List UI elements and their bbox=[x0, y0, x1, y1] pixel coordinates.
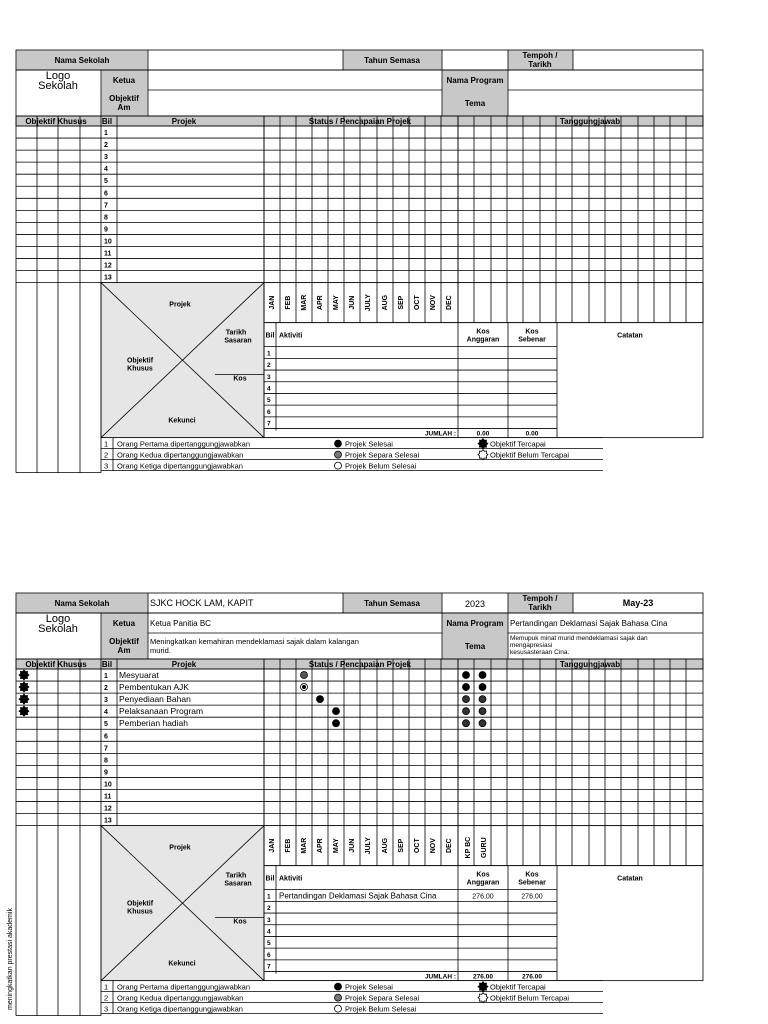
tanggungjawab-marker bbox=[479, 672, 486, 679]
tahun-semasa-label: Tahun Semasa bbox=[364, 599, 420, 608]
month-label: JAN bbox=[269, 838, 276, 853]
activity-bil: 5 bbox=[267, 940, 271, 948]
bil-number: 9 bbox=[104, 226, 108, 234]
objektif-khusus-header: Objektif Khusus bbox=[25, 117, 87, 126]
diagram-projek: Projek bbox=[169, 844, 191, 852]
month-label: JUN bbox=[349, 295, 356, 310]
objektif-tercapai-icon bbox=[19, 694, 29, 704]
legend-belum-tercapai-icon bbox=[478, 993, 488, 1003]
logo-placeholder: Sekolah bbox=[38, 80, 78, 92]
tanggungjawab-marker bbox=[463, 708, 470, 715]
bil-number: 6 bbox=[104, 190, 108, 198]
month-label: APR bbox=[317, 295, 324, 311]
legend-belum-tercapai: Objektif Belum Tercapai bbox=[490, 993, 570, 1003]
jumlah-label: JUMLAH : bbox=[424, 973, 456, 981]
bil-number: 12 bbox=[104, 805, 112, 813]
month-label: OCT bbox=[414, 838, 421, 854]
tahun-value: 2023 bbox=[464, 599, 486, 609]
bil-label: Bil bbox=[265, 332, 275, 340]
bil-header: Bil bbox=[101, 117, 113, 126]
tanggungjawab-marker bbox=[463, 672, 470, 679]
legend-tercapai-icon bbox=[478, 439, 488, 449]
tanggungjawab-marker bbox=[463, 684, 470, 691]
legend-selesai: Projek Selesai bbox=[345, 439, 393, 449]
activity-bil: 2 bbox=[267, 362, 271, 370]
diagram-projek: Projek bbox=[169, 301, 191, 309]
diagram-kos: Kos bbox=[233, 375, 247, 383]
legend-orang: Orang Kedua dipertanggungjawabkan bbox=[117, 993, 244, 1003]
month-label: MAR bbox=[301, 294, 308, 311]
month-label: AUG bbox=[382, 837, 389, 854]
bil-number: 7 bbox=[104, 745, 108, 753]
nama-sekolah-label: Nama Sekolah bbox=[54, 599, 110, 608]
diagram-objektif: Khusus bbox=[127, 908, 153, 916]
form-blank bbox=[16, 50, 703, 473]
legend-selesai-dot bbox=[335, 983, 342, 990]
kos-sebenar-label: Sebenar bbox=[518, 336, 546, 344]
kos-sebenar-value: 276.00 bbox=[521, 893, 543, 901]
bil-number: 1 bbox=[104, 673, 108, 680]
diagram-objektif: Khusus bbox=[127, 365, 153, 373]
jumlah-sebenar: 276.00 bbox=[522, 973, 542, 981]
bil-number: 4 bbox=[104, 709, 108, 717]
legend-orang: Orang Ketiga dipertanggungjawabkan bbox=[117, 461, 243, 471]
kos-sebenar-label: Kos bbox=[525, 871, 539, 879]
legend-belum-tercapai-icon bbox=[478, 450, 488, 460]
aktiviti-label: Aktiviti bbox=[279, 332, 303, 340]
objektif-khusus-header: Objektif Khusus bbox=[25, 660, 87, 669]
objektif-am-label: Am bbox=[117, 103, 131, 112]
bil-number: 2 bbox=[104, 142, 108, 150]
jumlah-label: JUMLAH : bbox=[424, 430, 456, 438]
ketua-label: Ketua bbox=[112, 76, 136, 85]
diagram-kos: Kos bbox=[233, 918, 247, 926]
logo-placeholder: Sekolah bbox=[38, 623, 78, 635]
month-label: NOV bbox=[430, 838, 437, 854]
legend-number: 2 bbox=[104, 993, 109, 1003]
status-belum-marker bbox=[302, 685, 305, 688]
legend-orang: Orang Ketiga dipertanggungjawabkan bbox=[117, 1004, 243, 1014]
bil-number: 12 bbox=[104, 262, 112, 270]
objektif-tercapai-icon bbox=[19, 670, 29, 680]
legend-belum-dot bbox=[335, 462, 342, 469]
logo-placeholder: Logo bbox=[45, 613, 71, 625]
bil-number: 13 bbox=[104, 274, 112, 282]
month-label: DEC bbox=[446, 295, 453, 311]
bil-number: 5 bbox=[104, 721, 108, 729]
bil-number: 5 bbox=[104, 178, 108, 186]
bil-number: 13 bbox=[104, 817, 112, 825]
tempoh-label: Tempoh / bbox=[522, 51, 558, 60]
bil-number: 11 bbox=[104, 793, 112, 801]
status-header: Status / Pencapaian Projek bbox=[308, 117, 412, 126]
projek-name: Pembentukan AJK bbox=[119, 682, 189, 693]
objektif-am-value: Meningkatkan kemahiran mendeklamasi sajak dalam kalangan bbox=[150, 637, 359, 646]
tanggungjawab-marker bbox=[479, 684, 486, 691]
legend-separa: Projek Separa Selesai bbox=[345, 993, 420, 1003]
ketua-value: Ketua Panitia BC bbox=[150, 619, 211, 628]
catatan-label: Catatan bbox=[617, 875, 643, 883]
form-filled bbox=[7, 593, 703, 1016]
objektif-tercapai-icon bbox=[19, 706, 29, 716]
legend-belum-dot bbox=[335, 1005, 342, 1012]
tema-value: kesusasteraan Cina. bbox=[510, 649, 570, 656]
activity-bil: 3 bbox=[267, 916, 271, 924]
nama-sekolah-label: Nama Sekolah bbox=[54, 56, 110, 65]
responsible-label: GURU bbox=[481, 837, 488, 858]
activity-bil: 6 bbox=[267, 951, 271, 959]
nama-program-value: Pertandingan Deklamasi Sajak Bahasa Cina bbox=[510, 619, 668, 628]
diagram-objektif: Objektif bbox=[126, 900, 154, 908]
status-selesai-marker bbox=[317, 696, 324, 703]
projek-name: Penyediaan Bahan bbox=[119, 694, 191, 705]
tanggungjawab-marker bbox=[479, 708, 486, 715]
month-label: JAN bbox=[269, 295, 276, 310]
kos-anggaran-label: Kos bbox=[476, 871, 490, 879]
bil-label: Bil bbox=[265, 875, 275, 883]
diagram-objektif: Objektif bbox=[126, 357, 154, 365]
month-label: MAR bbox=[301, 837, 308, 854]
kos-sebenar-label: Kos bbox=[525, 328, 539, 336]
bil-number: 4 bbox=[104, 166, 108, 174]
month-label: MAY bbox=[333, 295, 340, 311]
kos-anggaran-label: Kos bbox=[476, 328, 490, 336]
logo-placeholder: Logo bbox=[45, 70, 71, 82]
jumlah-anggaran: 276.00 bbox=[473, 973, 493, 981]
activity-bil: 2 bbox=[267, 905, 271, 913]
status-selesai-marker bbox=[333, 708, 340, 715]
month-label: OCT bbox=[414, 295, 421, 311]
tempoh-label: Tarikh bbox=[528, 60, 552, 69]
bil-number: 1 bbox=[104, 130, 108, 137]
activity-bil: 5 bbox=[267, 397, 271, 405]
tempoh-label: Tempoh / bbox=[522, 594, 558, 603]
diagram-kekunci: Kekunci bbox=[168, 960, 196, 968]
tanggungjawab-marker bbox=[479, 696, 486, 703]
objektif-am-label: Objektif bbox=[109, 637, 139, 646]
legend-orang: Orang Pertama dipertanggungjawabkan bbox=[117, 982, 251, 992]
tanggungjawab-marker bbox=[479, 720, 486, 727]
month-label: NOV bbox=[430, 295, 437, 311]
objektif-am-label: Objektif bbox=[109, 94, 139, 103]
objektif-am-label: Am bbox=[117, 646, 131, 655]
diagram-tarikh: Sasaran bbox=[224, 880, 252, 888]
kos-anggaran-label: Anggaran bbox=[466, 879, 500, 887]
activity-bil: 7 bbox=[267, 963, 271, 971]
bil-number: 11 bbox=[104, 250, 112, 258]
bil-number: 6 bbox=[104, 733, 108, 741]
kos-anggaran-value: 276.00 bbox=[472, 893, 494, 901]
tanggungjawab-marker bbox=[463, 720, 470, 727]
activity-bil: 1 bbox=[267, 350, 271, 358]
status-selesai-marker bbox=[333, 720, 340, 727]
bil-number: 7 bbox=[104, 202, 108, 210]
projek-header: Projek bbox=[171, 117, 197, 126]
bil-header: Bil bbox=[101, 660, 113, 669]
projek-name: Pemberian hadiah bbox=[119, 718, 188, 729]
diagram-tarikh: Tarikh bbox=[225, 329, 247, 337]
tema-label: Tema bbox=[464, 642, 486, 651]
legend-number: 2 bbox=[104, 450, 109, 460]
bil-number: 3 bbox=[104, 154, 108, 162]
legend-orang: Orang Pertama dipertanggungjawabkan bbox=[117, 439, 251, 449]
month-header bbox=[264, 283, 703, 323]
tanggungjawab-marker bbox=[463, 696, 470, 703]
legend-number: 3 bbox=[104, 461, 109, 471]
month-label: MAY bbox=[333, 838, 340, 854]
bil-number: 9 bbox=[104, 769, 108, 777]
legend-separa: Projek Separa Selesai bbox=[345, 450, 420, 460]
month-label: FEB bbox=[285, 295, 292, 310]
activity-bil: 7 bbox=[267, 420, 271, 428]
ketua-label: Ketua bbox=[112, 619, 136, 628]
month-label: FEB bbox=[285, 838, 292, 853]
nama-program-label: Nama Program bbox=[446, 619, 504, 628]
kos-anggaran-label: Anggaran bbox=[466, 336, 500, 344]
projek-name: Mesyuarat bbox=[119, 670, 159, 680]
month-label: JUN bbox=[349, 838, 356, 853]
aktiviti-label: Aktiviti bbox=[279, 875, 303, 883]
status-separa-marker bbox=[301, 672, 308, 679]
diagram-tarikh: Sasaran bbox=[224, 337, 252, 345]
legend-tercapai-icon bbox=[478, 982, 488, 992]
status-header: Status / Pencapaian Projek bbox=[308, 660, 412, 669]
tanggungjawab-header: Tanggungjawab bbox=[559, 117, 621, 126]
bil-number: 8 bbox=[104, 214, 108, 222]
legend-number: 1 bbox=[104, 982, 109, 992]
bil-number: 3 bbox=[104, 697, 108, 705]
tema-label: Tema bbox=[464, 99, 486, 108]
tempoh-label: Tarikh bbox=[528, 603, 552, 612]
legend-selesai: Projek Selesai bbox=[345, 982, 393, 992]
legend-belum: Projek Belum Selesai bbox=[345, 461, 417, 471]
activity-bil: 3 bbox=[267, 373, 271, 381]
jumlah-anggaran: 0.00 bbox=[476, 430, 490, 438]
nama-program-label: Nama Program bbox=[446, 76, 504, 85]
diagram-kekunci: Kekunci bbox=[168, 417, 196, 425]
month-label: JULY bbox=[365, 294, 372, 312]
activity-name: Pertandingan Deklamasi Sajak Bahasa Cina bbox=[279, 891, 437, 901]
projek-name: Pelaksanaan Program bbox=[119, 706, 204, 717]
projek-header: Projek bbox=[171, 660, 197, 669]
responsible-label: KP BC bbox=[465, 836, 472, 859]
month-label: AUG bbox=[382, 294, 389, 311]
diagram-tarikh: Tarikh bbox=[225, 872, 247, 880]
month-label: APR bbox=[317, 838, 324, 854]
legend-tercapai: Objektif Tercapai bbox=[490, 439, 546, 449]
legend-separa-dot bbox=[335, 994, 342, 1001]
month-label: DEC bbox=[446, 838, 453, 854]
month-label: JULY bbox=[365, 837, 372, 855]
catatan-label: Catatan bbox=[617, 332, 643, 340]
activity-bil: 4 bbox=[267, 928, 271, 936]
legend-belum: Projek Belum Selesai bbox=[345, 1004, 417, 1014]
month-label: SEP bbox=[398, 295, 405, 310]
month-label: SEP bbox=[398, 838, 405, 853]
tema-value: mengapresiasi bbox=[510, 642, 553, 649]
legend-selesai-dot bbox=[335, 440, 342, 447]
activity-bil: 6 bbox=[267, 408, 271, 416]
objektif-tercapai-icon bbox=[19, 682, 29, 692]
tema-value: Memupuk minat murid mendeklamasi sajak dan bbox=[510, 635, 648, 642]
legend-belum-tercapai: Objektif Belum Tercapai bbox=[490, 450, 570, 460]
activity-bil: 4 bbox=[267, 385, 271, 393]
legend-number: 3 bbox=[104, 1004, 109, 1014]
kos-sebenar-label: Sebenar bbox=[518, 879, 546, 887]
tanggungjawab-header: Tanggungjawab bbox=[559, 660, 621, 669]
legend-orang: Orang Kedua dipertanggungjawabkan bbox=[117, 450, 244, 460]
tempoh-value: May-23 bbox=[622, 598, 654, 608]
vertical-objektif-text: meningkatkan prestasi akademik bbox=[7, 908, 14, 1010]
bil-number: 2 bbox=[104, 685, 108, 693]
bil-number: 10 bbox=[104, 238, 112, 246]
tahun-semasa-label: Tahun Semasa bbox=[364, 56, 420, 65]
bil-number: 8 bbox=[104, 757, 108, 765]
nama-sekolah-value: SJKC HOCK LAM, KAPIT bbox=[150, 598, 254, 608]
legend-tercapai: Objektif Tercapai bbox=[490, 982, 546, 992]
jumlah-sebenar: 0.00 bbox=[525, 430, 539, 438]
bil-number: 10 bbox=[104, 781, 112, 789]
activity-bil: 1 bbox=[267, 893, 271, 901]
legend-number: 1 bbox=[104, 439, 109, 449]
objektif-am-value: murid. bbox=[150, 646, 171, 655]
legend-separa-dot bbox=[335, 451, 342, 458]
